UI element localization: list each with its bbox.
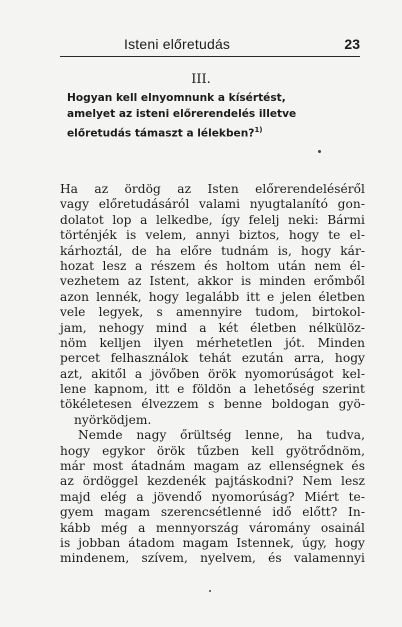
text-line: mindenem, szívem, nyelvem, és valamennyi: [60, 551, 365, 566]
footnote-ref: 1): [254, 126, 263, 134]
speck-mark: [209, 590, 211, 592]
running-title: Isteni előretudás: [124, 36, 231, 52]
text-line: jam, nehogy mind a két életben nélkülöz-: [60, 320, 365, 335]
text-line: történjék is velem, annyi biztos, hogy te el-: [60, 228, 365, 243]
text-line: hozat lesz a részem és holtom után nem él-: [60, 258, 365, 273]
page-number: 23: [344, 36, 360, 52]
speck-mark: [318, 150, 321, 153]
header-rule: [60, 56, 360, 57]
text-line: lene kapnom, itt e földön a lehetőség szerint: [60, 382, 365, 397]
text-line: vagy előretudásáról valami nyugtalanító gon-: [60, 197, 365, 212]
text-line: hogy egykor örök tűzben kell gyötrődnöm,: [60, 443, 365, 458]
text-line: azon lennék, hogy legalább itt e jelen életben: [60, 289, 365, 304]
text-line-content: Ha az ördög az Isten előrerendeléséről: [60, 182, 365, 196]
heading-line: amelyet az isteni előrerendelés illetve: [67, 108, 297, 120]
text-line: gyem magam szerencsétlenné idő előtt? In-: [60, 505, 365, 520]
text-line: vezhetem az Istent, akkor is minden erőmből: [60, 274, 365, 289]
running-head: [60, 36, 360, 56]
text-line: már most átadnám magam az ellenségnek és: [60, 459, 365, 474]
text-line: dolatot lop a lelkedbe, így felelj neki: Bármi: [60, 212, 365, 227]
text-line: az ördöggel kezdenék pajtáskodni? Nem lesz: [60, 474, 365, 489]
heading-line: [67, 122, 347, 142]
body-text: [60, 182, 365, 567]
text-line: nöm kelljen ilyen mérhetetlen jót. Minden: [60, 335, 365, 350]
section-number: III.: [191, 72, 211, 87]
text-line: vele legyek, s amennyire tudom, birtokol-: [60, 305, 365, 320]
text-line: is jobban átadom magam Istennek, úgy, hogy: [60, 535, 365, 550]
heading-line-text: előretudás támaszt a lélekben?: [67, 127, 255, 140]
heading-line: Hogyan kell elnyomnunk a kísértést,: [67, 92, 286, 104]
chapter-heading: [67, 90, 347, 142]
text-line: kárhoztál, de ha előre tudnám is, hogy kár-: [60, 243, 365, 258]
text-line: azt, akitől a jövőben örök nyomorúságot kel-: [60, 366, 365, 381]
text-line: tökéletesen élvezzem s benne boldogan gyö-: [60, 397, 365, 412]
text-line: [60, 182, 365, 197]
text-line: kább még a mennyország váromány osainál: [60, 520, 365, 535]
text-line: nyörködjem.: [74, 412, 152, 427]
text-line: Nemde nagy őrültség lenne, ha tudva,: [78, 428, 365, 443]
text-line: majd elég a jövendő nyomorúság? Miért te-: [60, 489, 365, 504]
text-line: percet felhasználok tehát ezután arra, hogy: [60, 351, 365, 366]
